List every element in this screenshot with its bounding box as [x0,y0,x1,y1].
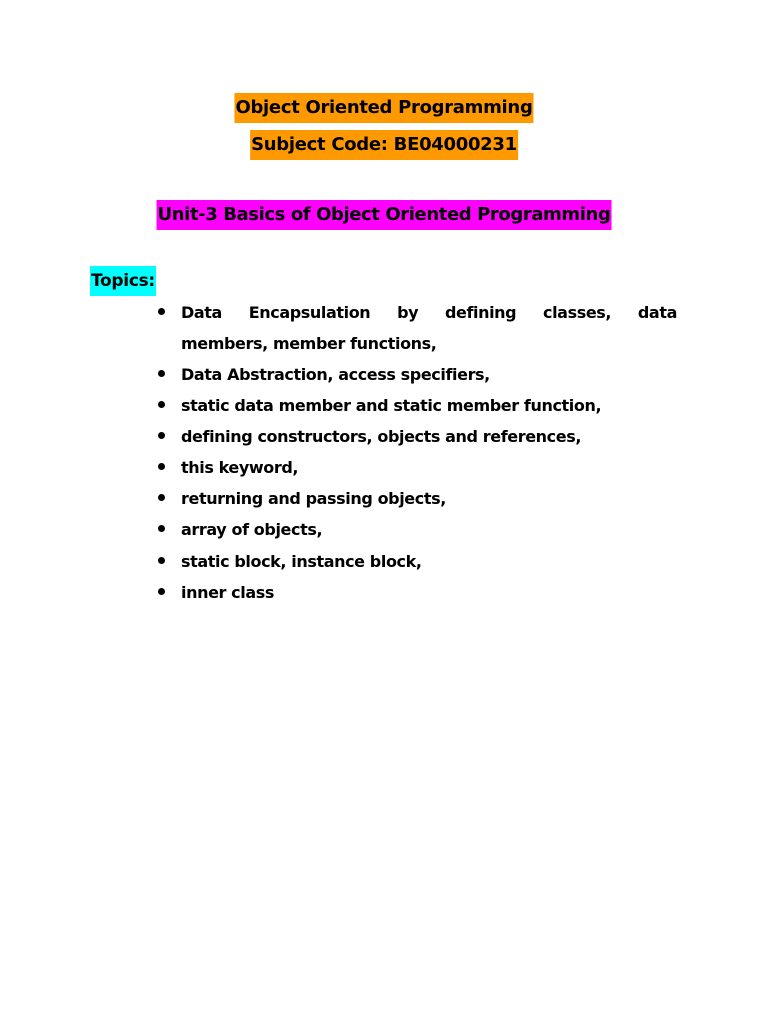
list-item-text: this keyword, [181,458,299,477]
bullet-icon [158,401,165,408]
list-item-first-line [181,297,677,328]
list-item [0,483,768,514]
topics-label: Topics: [90,266,156,296]
bullet-icon [158,432,165,439]
bullet-icon [158,588,165,595]
list-item [0,546,768,577]
list-item-text: static data member and static member function, [181,396,602,415]
list-item-text: inner class [181,583,274,602]
list-item [0,452,768,483]
list-item [0,514,768,545]
list-item-text: static block, instance block, [181,552,422,571]
word: Encapsulation [248,303,371,322]
word: classes, [543,303,612,322]
bullet-icon [158,525,165,532]
list-item-text: defining constructors, objects and references, [181,427,581,446]
word: by [397,303,419,322]
list-item-text: Data Abstraction, access specifiers, [181,365,490,384]
bullet-icon [158,494,165,501]
subject-code: Subject Code: BE04000231 [250,130,518,160]
bullet-icon [158,557,165,564]
list-item-text: returning and passing objects, [181,489,446,508]
document-title: Object Oriented Programming [234,93,533,123]
list-item [0,390,768,421]
bullet-icon [158,370,165,377]
word: defining [444,303,517,322]
list-item-continuation: members, member functions, [181,334,437,353]
word: Data [181,303,222,322]
word: data [637,303,677,322]
unit-title: Unit-3 Basics of Object Oriented Programming [157,200,612,230]
list-item [0,297,768,353]
bullet-icon [158,463,165,470]
bullet-icon [158,308,165,315]
list-item [0,421,768,452]
list-item [0,577,768,608]
list-item-text: array of objects, [181,520,323,539]
list-item [0,359,768,390]
